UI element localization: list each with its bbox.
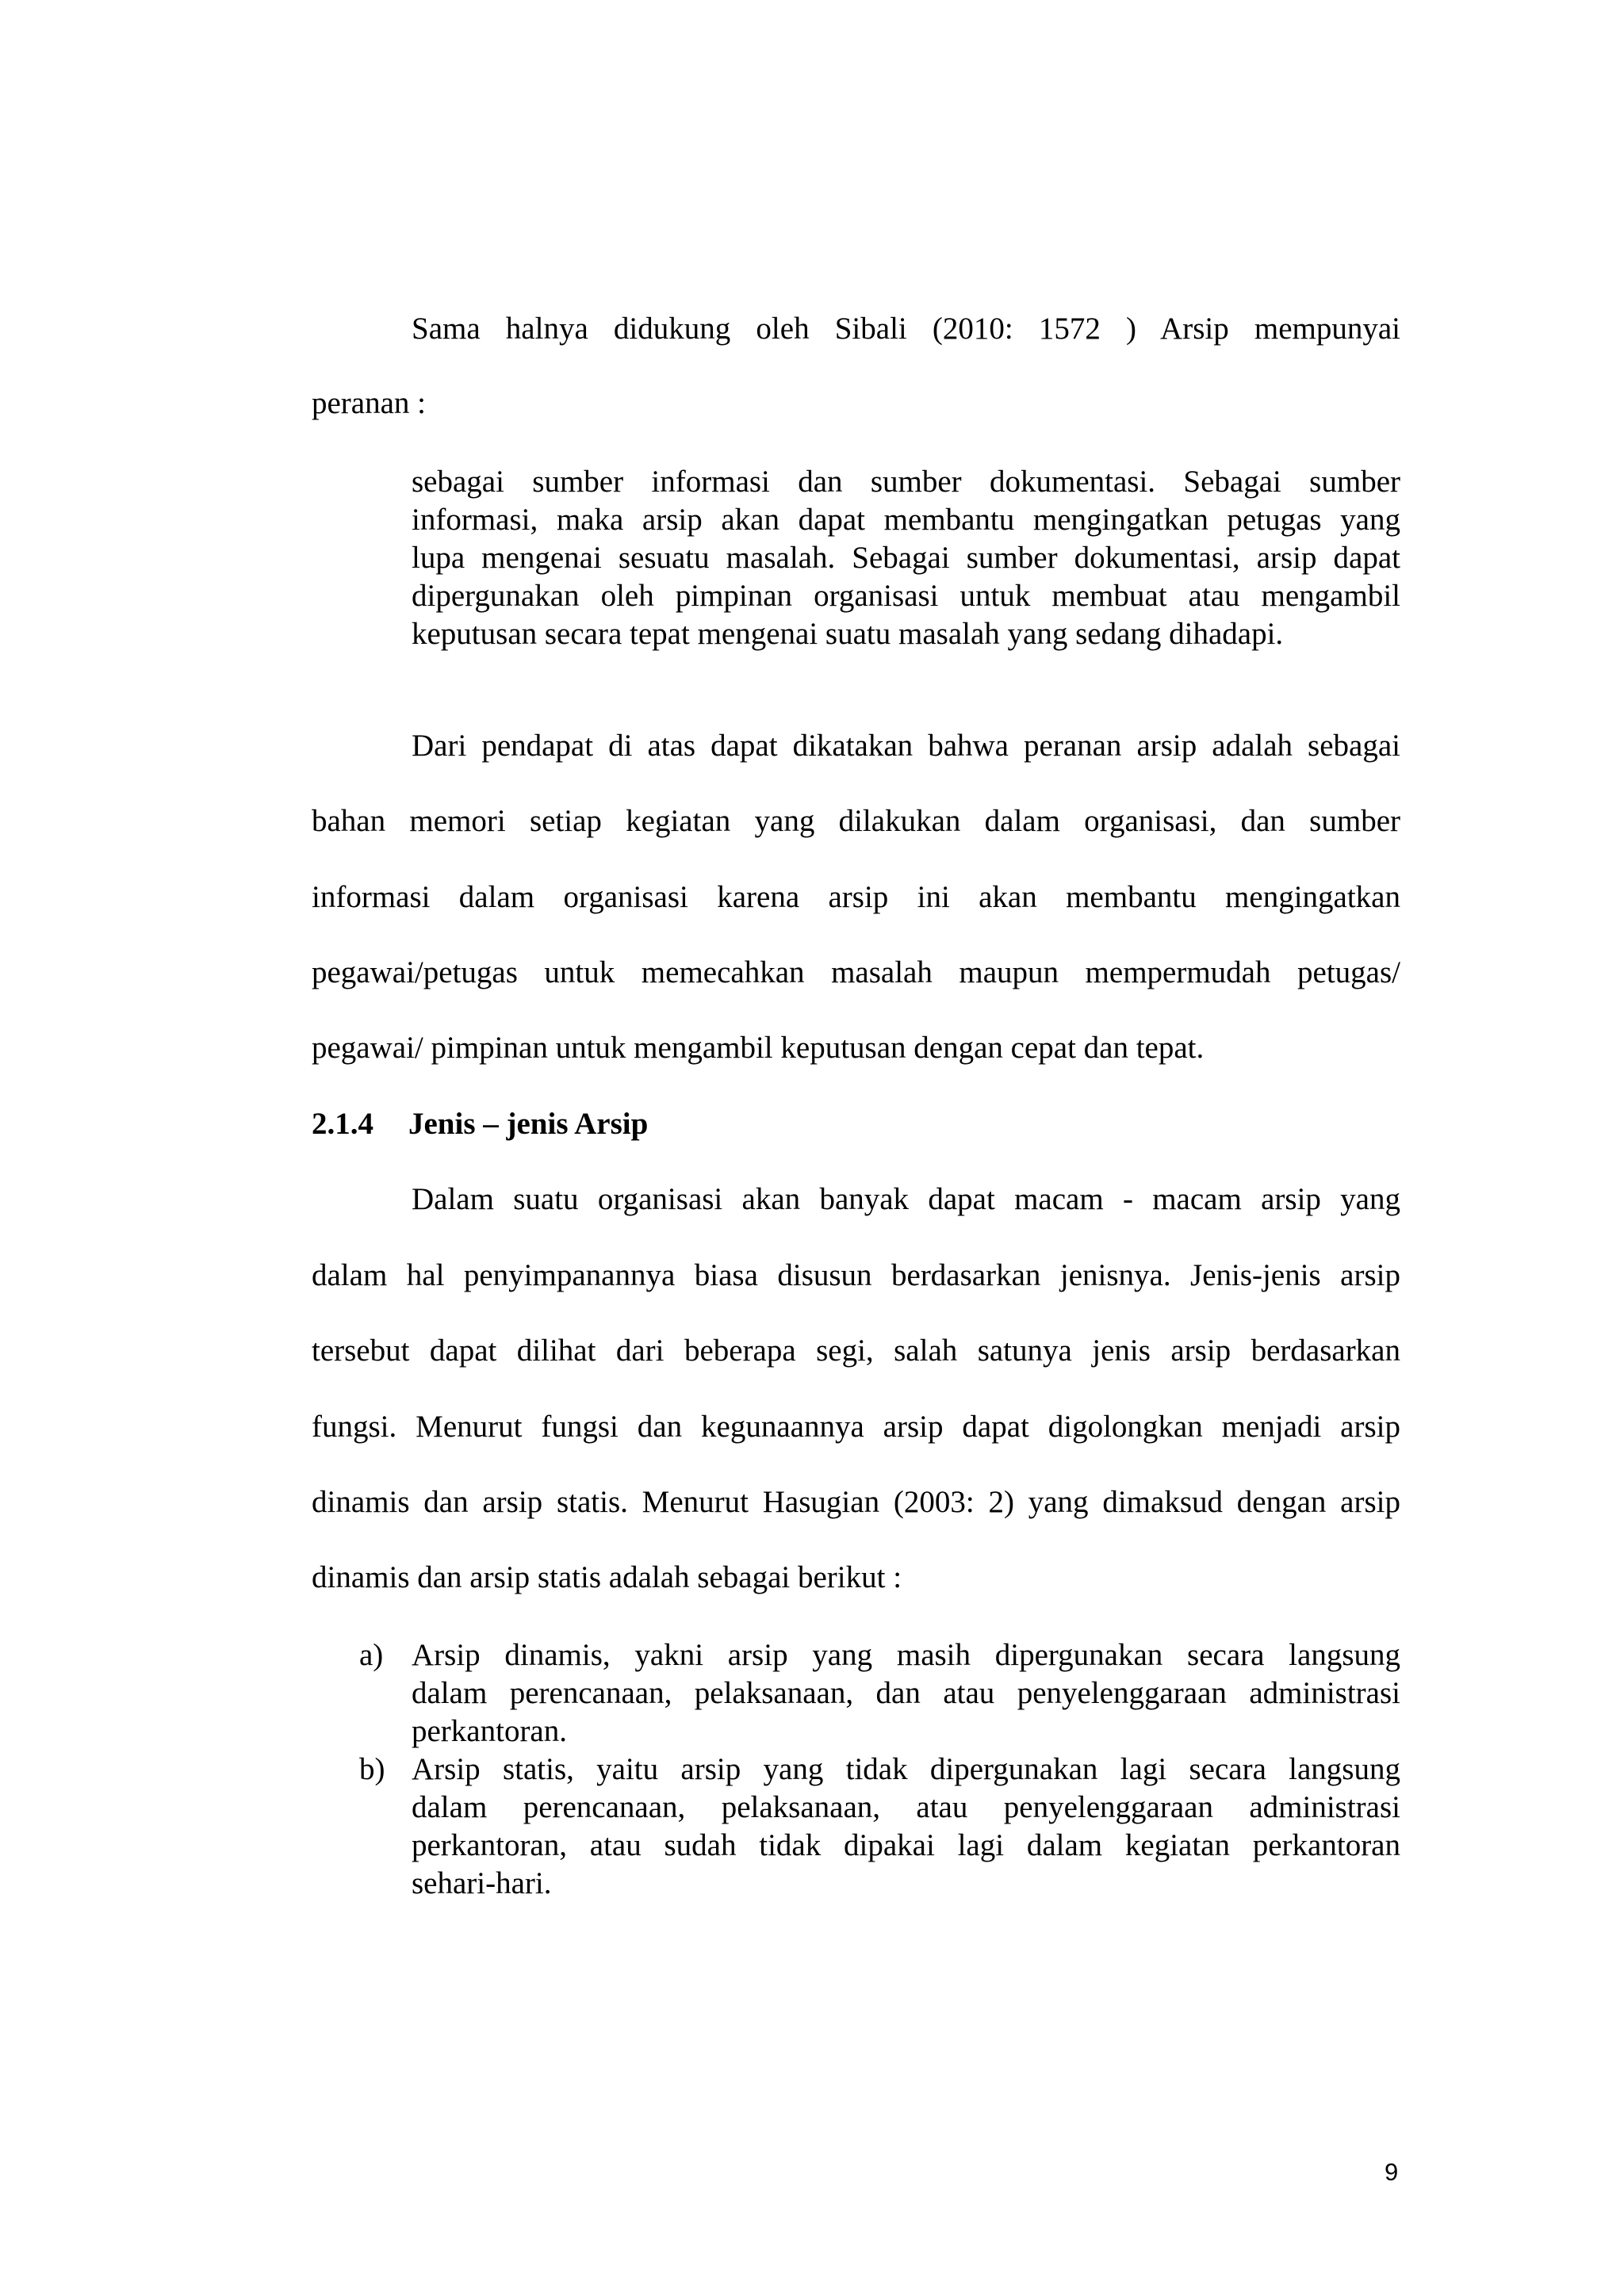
list-item-line: dalam perencanaan, pelaksanaan, dan atau penyelenggaraan administrasi (412, 1676, 1400, 1710)
paragraph2-line: bahan memori setiap kegiatan yang dilakukan dalam organisasi, dan sumber (312, 804, 1400, 838)
list-marker: b) (359, 1752, 385, 1786)
section-number: 2.1.4 (312, 1107, 373, 1141)
paragraph2-line: Dari pendapat di atas dapat dikatakan bahwa peranan arsip adalah sebagai (412, 729, 1400, 763)
section-title: Jenis – jenis Arsip (408, 1107, 649, 1141)
paragraph3-line: fungsi. Menurut fungsi dan kegunaannya arsip dapat digolongkan menjadi arsip (312, 1410, 1400, 1444)
paragraph2-line: pegawai/petugas untuk memecahkan masalah maupun mempermudah petugas/ (312, 955, 1400, 989)
list-item-line: perkantoran. (412, 1714, 567, 1748)
list-item-line: Arsip dinamis, yakni arsip yang masih dipergunakan secara langsung (412, 1638, 1400, 1672)
paragraph1-line2: peranan : (312, 386, 427, 420)
paragraph2-line: pegawai/ pimpinan untuk mengambil keputusan dengan cepat dan tepat. (312, 1031, 1205, 1065)
paragraph1-line1: Sama halnya didukung oleh Sibali (2010: 1572 ) Arsip mempunyai (412, 312, 1400, 346)
paragraph3-line: dalam hal penyimpanannya biasa disusun berdasarkan jenisnya. Jenis-jenis arsip (312, 1258, 1400, 1292)
paragraph2-line: informasi dalam organisasi karena arsip ini akan membantu mengingatkan (312, 880, 1400, 914)
list-item-line: perkantoran, atau sudah tidak dipakai lagi dalam kegiatan perkantoran (412, 1828, 1400, 1862)
quote-line: informasi, maka arsip akan dapat membantu mengingatkan petugas yang (412, 503, 1400, 537)
list-item-line: dalam perencanaan, pelaksanaan, atau penyelenggaraan administrasi (412, 1790, 1400, 1824)
paragraph3-line: dinamis dan arsip statis adalah sebagai berikut : (312, 1560, 902, 1594)
quote-line: dipergunakan oleh pimpinan organisasi untuk membuat atau mengambil (412, 579, 1400, 613)
page-number: 9 (1385, 2158, 1399, 2186)
section-heading (312, 1105, 1400, 1143)
list-item-line: Arsip statis, yaitu arsip yang tidak dipergunakan lagi secara langsung (412, 1752, 1400, 1786)
paragraph3-line: Dalam suatu organisasi akan banyak dapat macam - macam arsip yang (412, 1182, 1400, 1216)
paragraph3-line: tersebut dapat dilihat dari beberapa segi, salah satunya jenis arsip berdasarkan (312, 1334, 1400, 1368)
quote-line: lupa mengenai sesuatu masalah. Sebagai sumber dokumentasi, arsip dapat (412, 541, 1400, 575)
paragraph3-line: dinamis dan arsip statis. Menurut Hasugian (2003: 2) yang dimaksud dengan arsip (312, 1485, 1400, 1519)
quote-line: keputusan secara tepat mengenai suatu masalah yang sedang dihadapi. (412, 617, 1284, 651)
list-item-line: sehari-hari. (412, 1866, 552, 1900)
list-marker: a) (359, 1638, 384, 1672)
quote-line: sebagai sumber informasi dan sumber dokumentasi. Sebagai sumber (412, 465, 1400, 499)
